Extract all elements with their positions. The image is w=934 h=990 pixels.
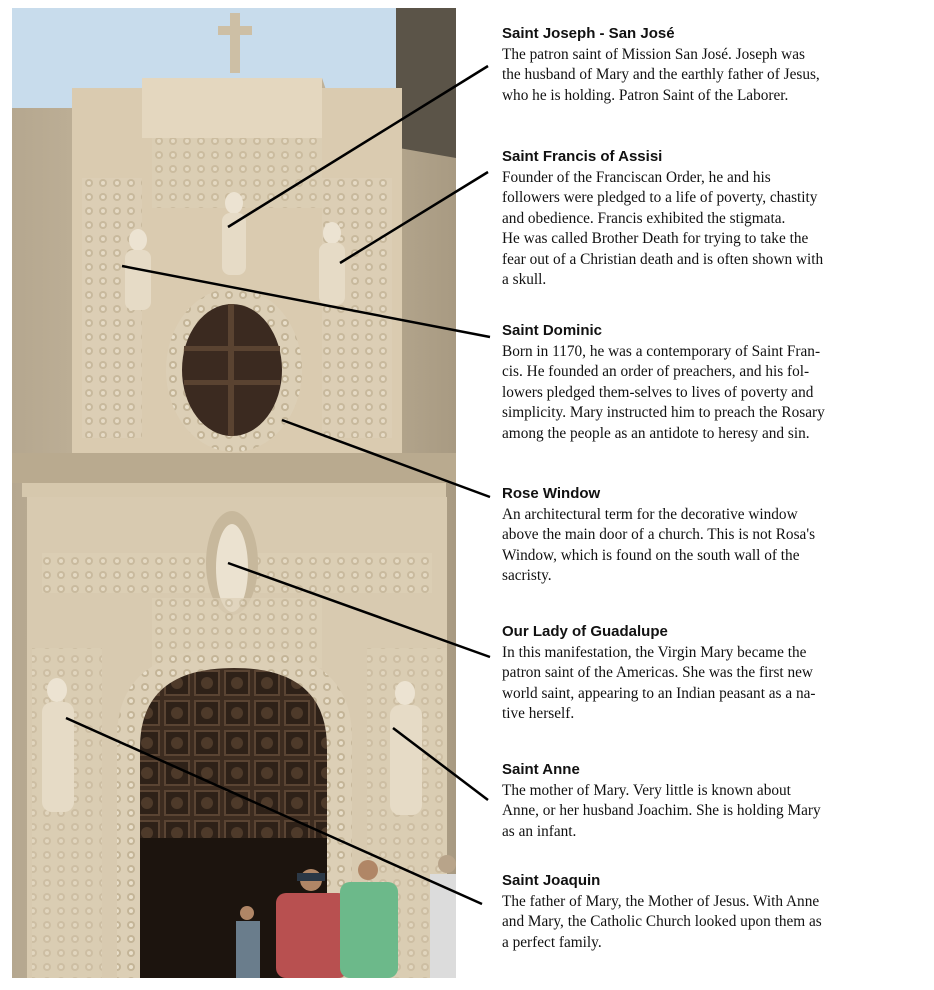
annotation-title: Saint Joseph - San José [502,25,675,42]
statue-saint-joseph [222,192,246,275]
annotation-title: Saint Joaquin [502,872,601,889]
annotation-title: Saint Dominic [502,322,603,339]
annotation-saint-dominic [502,322,922,444]
annotation-title: Our Lady of Guadalupe [502,623,668,640]
annotation-title: Saint Anne [502,761,580,778]
annotation-title: Rose Window [502,485,601,502]
annotation-rose-window [502,485,922,587]
annotation-saint-anne [502,761,922,842]
annotation-body: Founder of the Franciscan Order, he and his followers were pledged to a life of poverty, chastity and obedience. Francis exhibited the stigmata. He was called Brother Death for trying to take the fear out of a Christian death and is often shown with a skull. [502,169,824,289]
annotation-body: The mother of Mary. Very little is known about Anne, or her husband Joachim. She is holding Mary as an infant. [502,782,821,840]
annotation-body: The patron saint of Mission San José. Joseph was the husband of Mary and the earthly father of Jesus, who he is holding. Patron Saint of the Laborer. [502,46,820,104]
annotation-body: The father of Mary, the Mother of Jesus. With Anne and Mary, the Catholic Church looked upon them as a perfect family. [502,893,822,951]
annotation-body: Born in 1170, he was a contemporary of Saint Fran- cis. He founded an order of preachers, and his fol- lowers pledged them-selves to lives of poverty and simplicity. Mary instructed him to preach the Rosary among the people as an antidote to heresy and sin. [502,343,825,442]
annotation-body: An architectural term for the decorative window above the main door of a church. This is not Rosa's Window, which is found on the south wall of the sacristy. [502,506,816,585]
annotation-body: In this manifestation, the Virgin Mary became the patron saint of the Americas. She was the first new world saint, appearing to an Indian peasant as a na- tive herself. [502,644,816,723]
annotation-saint-joaquin [502,872,922,953]
annotation-title: Saint Francis of Assisi [502,148,663,165]
annotation-our-lady-of-guadalupe [502,623,922,725]
annotation-saint-francis [502,148,922,290]
cornice [12,453,456,483]
annotation-saint-joseph [502,25,922,106]
tower-edge [396,8,456,168]
mission-facade-photo [12,8,456,978]
